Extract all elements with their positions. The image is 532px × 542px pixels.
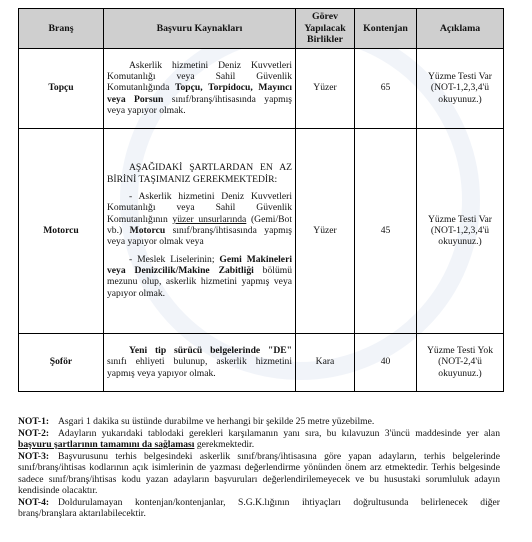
header-brans: Branş bbox=[19, 9, 104, 49]
source-text: sınıf/branş/ihtisasında yapmış veya yapıyor olmak. bbox=[107, 93, 292, 117]
aciklama-line: Yüzme Testi Yok bbox=[426, 345, 494, 357]
table-row bbox=[19, 333, 504, 391]
source-cell bbox=[104, 128, 296, 333]
source-text: (Gemi/Bot vb.) bbox=[107, 213, 292, 236]
gorev-cell: Yüzer bbox=[296, 48, 355, 128]
source-underline: yüzer unsurlarında bbox=[172, 213, 247, 225]
source-text: - Meslek Liselerinin; bbox=[129, 253, 220, 265]
brans-cell: Topçu bbox=[19, 48, 104, 128]
requirements-table bbox=[18, 8, 504, 392]
source-text: sınıf/branş/ihtisasında yapmış veya yapıyor olmak veya bbox=[107, 224, 292, 248]
kontenjan-cell: 65 bbox=[355, 48, 417, 128]
table-header-row bbox=[19, 9, 504, 49]
aciklama-cell bbox=[417, 333, 504, 391]
table-row bbox=[19, 128, 504, 333]
source-cell bbox=[104, 333, 296, 391]
gorev-cell: Kara bbox=[296, 333, 355, 391]
note-label: NOT-4: bbox=[18, 496, 50, 508]
note-label: NOT-3: bbox=[18, 450, 50, 462]
source-text: AŞAĞIDAKİ ŞARTLARDAN EN AZ BİRİNİ TAŞIMANIZ GEREKMEKTEDİR: bbox=[107, 162, 292, 185]
source-text: sınıfı ehliyeti bulunup, askerlik hizmetini yapmış veya yapıyor olmak. bbox=[107, 356, 292, 379]
header-kontenjan: Kontenjan bbox=[355, 9, 417, 49]
note-text: Asgari 1 dakika su üstünde durabilme ve herhangi bir şekilde 25 metre yüzebilme. bbox=[58, 416, 375, 427]
note-label: NOT-1: bbox=[18, 416, 50, 427]
note-emphasis: başvuru şartlarının tamamını da sağlaması bbox=[18, 439, 195, 450]
aciklama-line: Yüzme Testi Var bbox=[428, 71, 492, 83]
aciklama-line: (NOT-2,4'ü okuyunuz.) bbox=[438, 356, 482, 379]
table-row bbox=[19, 48, 504, 128]
header-aciklama: Açıklama bbox=[417, 9, 504, 49]
source-text: - Askerlik hizmetini Deniz Kuvvetleri Komutanlığı veya Sahil Güvenlik Komutanlığının bbox=[107, 191, 292, 225]
aciklama-line: (NOT-1,2,3,4'ü okuyunuz.) bbox=[430, 82, 490, 105]
notes-section bbox=[18, 416, 500, 520]
aciklama-cell bbox=[417, 48, 504, 128]
source-bold: Yeni tip sürücü belgelerinde "DE" bbox=[129, 345, 292, 357]
source-bold: Gemi Makineleri veya Denizcilik/Makine Zabitliği bbox=[107, 253, 292, 276]
aciklama-line: Yüzme Testi Var bbox=[428, 213, 492, 225]
header-basvuru: Başvuru Kaynakları bbox=[104, 9, 296, 49]
note-2 bbox=[18, 428, 500, 451]
aciklama-cell bbox=[417, 128, 504, 333]
kontenjan-cell: 40 bbox=[355, 333, 417, 391]
kontenjan-cell: 45 bbox=[355, 128, 417, 333]
source-text: bölümü mezunu olup, askerlik hizmetini yapmış veya yapıyor olmak. bbox=[107, 264, 292, 299]
aciklama-line: (NOT-1,2,3,4'ü okuyunuz.) bbox=[430, 224, 490, 248]
note-text: Adayların yukarıdaki tablodaki gerekleri karşılamanın yanı sıra, bu kılavuzun 3'üncü maddesinde yer alan bbox=[58, 427, 500, 439]
note-1 bbox=[18, 416, 500, 428]
brans-cell: Motorcu bbox=[19, 128, 104, 333]
source-bold: Topçu, Torpidocu, Mayıncı veya Porsun bbox=[107, 82, 292, 105]
note-text: Başvurusunu terhis belgesindeki askerlik sınıf/branş/ihtisasına göre yapan adayların, terhis belgelerinde sınıf/branş/ihtisas kodlarının açık isimlerinin de yazması değerlendirme yönünden önem arz etmektedir. Terhis belgesinde sadece sınıf/branş/ihtisas kodu yazan adayların başvuruları değerlendirilemeyecek ve bu husustaki sorumluluk adayın kendisinde olacaktır. bbox=[18, 450, 500, 496]
gorev-cell: Yüzer bbox=[296, 128, 355, 333]
source-bold: Motorcu bbox=[129, 224, 166, 236]
source-text: Askerlik hizmetini Deniz Kuvvetleri Komutanlığı veya Sahil Güvenlik Komutanlığında bbox=[107, 59, 292, 94]
note-3 bbox=[18, 451, 500, 497]
note-text: Doldurulamayan kontenjan/kontenjanlar, S.G.K.lığının ihtiyaçları doğrultusunda belirlenecek diğer branş/branşlara aktarılabilecektir. bbox=[18, 496, 500, 519]
note-4 bbox=[18, 497, 500, 520]
note-text: gerekmektedir. bbox=[194, 439, 255, 450]
note-label: NOT-2: bbox=[18, 427, 50, 439]
brans-cell: Şoför bbox=[19, 333, 104, 391]
source-cell bbox=[104, 48, 296, 128]
header-gorev: Görev Yapılacak Birlikler bbox=[296, 9, 355, 49]
